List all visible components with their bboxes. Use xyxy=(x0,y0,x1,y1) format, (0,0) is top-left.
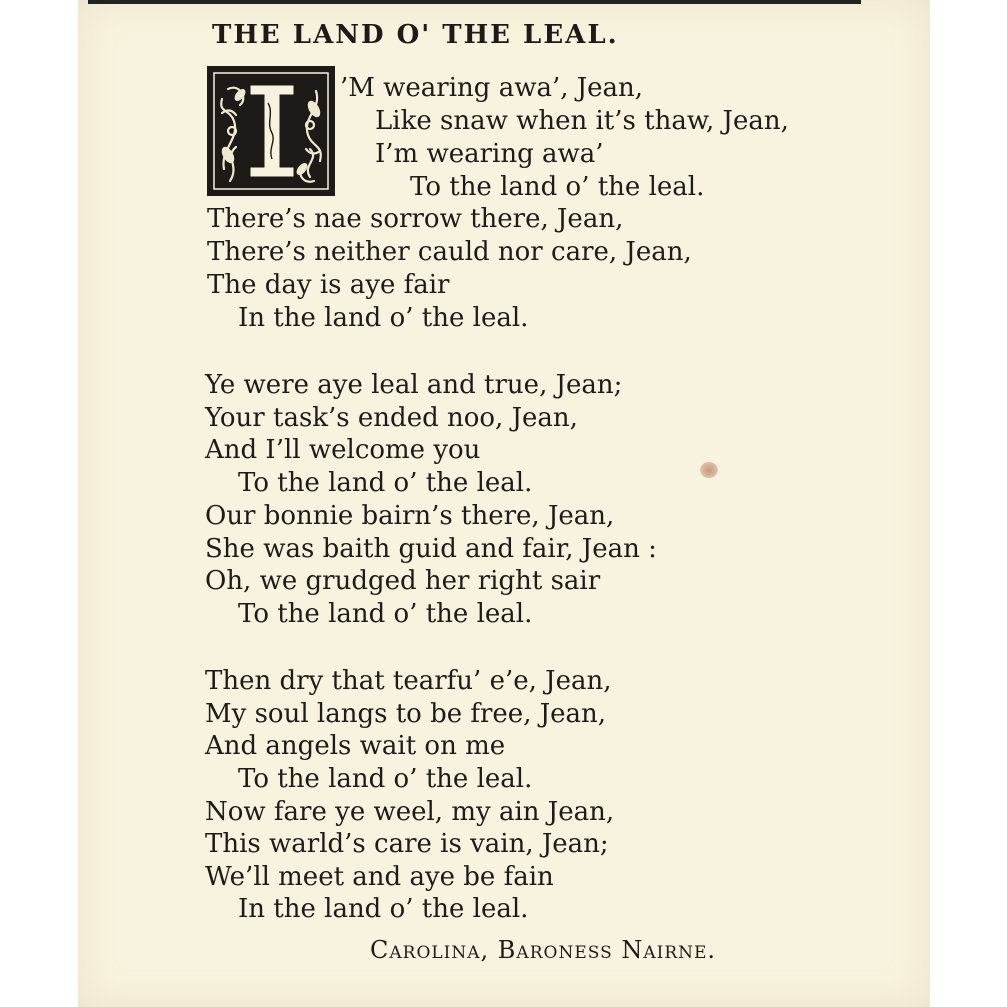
poem-line: Ye were aye leal and true, Jean; xyxy=(205,370,623,400)
poem-line: And angels wait on me xyxy=(205,731,506,761)
poem-title: THE LAND O' THE LEAL. xyxy=(212,20,619,50)
poem-line: And I’ll welcome you xyxy=(205,435,481,465)
poem-line: This warld’s care is vain, Jean; xyxy=(205,829,609,859)
poem-line: To the land o’ the leal. xyxy=(238,764,533,794)
poem-line: Oh, we grudged her right sair xyxy=(205,566,601,596)
poem-line: I’m wearing awa’ xyxy=(375,139,604,169)
poem-line: To the land o’ the leal. xyxy=(410,172,705,202)
poem-line: My soul langs to be free, Jean, xyxy=(205,699,607,729)
poem-line: To the land o’ the leal. xyxy=(238,599,533,629)
poem-line: In the land o’ the leal. xyxy=(238,894,529,924)
poem-line: The day is aye fair xyxy=(207,270,450,300)
poem-line: She was baith guid and fair, Jean : xyxy=(205,534,657,564)
poem-line: There’s neither cauld nor care, Jean, xyxy=(207,237,692,267)
poem-line: To the land o’ the leal. xyxy=(238,468,533,498)
author-credit: Carolina, Baroness Nairne. xyxy=(370,936,717,964)
poem-line: Then dry that tearfu’ e’e, Jean, xyxy=(205,666,612,696)
poem-line: In the land o’ the leal. xyxy=(238,303,529,333)
decorated-initial-icon xyxy=(207,66,335,196)
poem-line: We’ll meet and aye be fain xyxy=(205,862,554,892)
poem-line: There’s nae sorrow there, Jean, xyxy=(207,204,624,234)
poem-line: Like snaw when it’s thaw, Jean, xyxy=(375,106,789,136)
poem-line: Your task’s ended noo, Jean, xyxy=(205,403,578,433)
ornament-icon xyxy=(210,69,332,193)
poem-line: Our bonnie bairn’s there, Jean, xyxy=(205,501,615,531)
paper-stain xyxy=(700,462,718,478)
poem-line: Now fare ye weel, my ain Jean, xyxy=(205,797,615,827)
top-rule xyxy=(88,0,861,4)
poem-line: ’M wearing awa’, Jean, xyxy=(340,73,644,103)
